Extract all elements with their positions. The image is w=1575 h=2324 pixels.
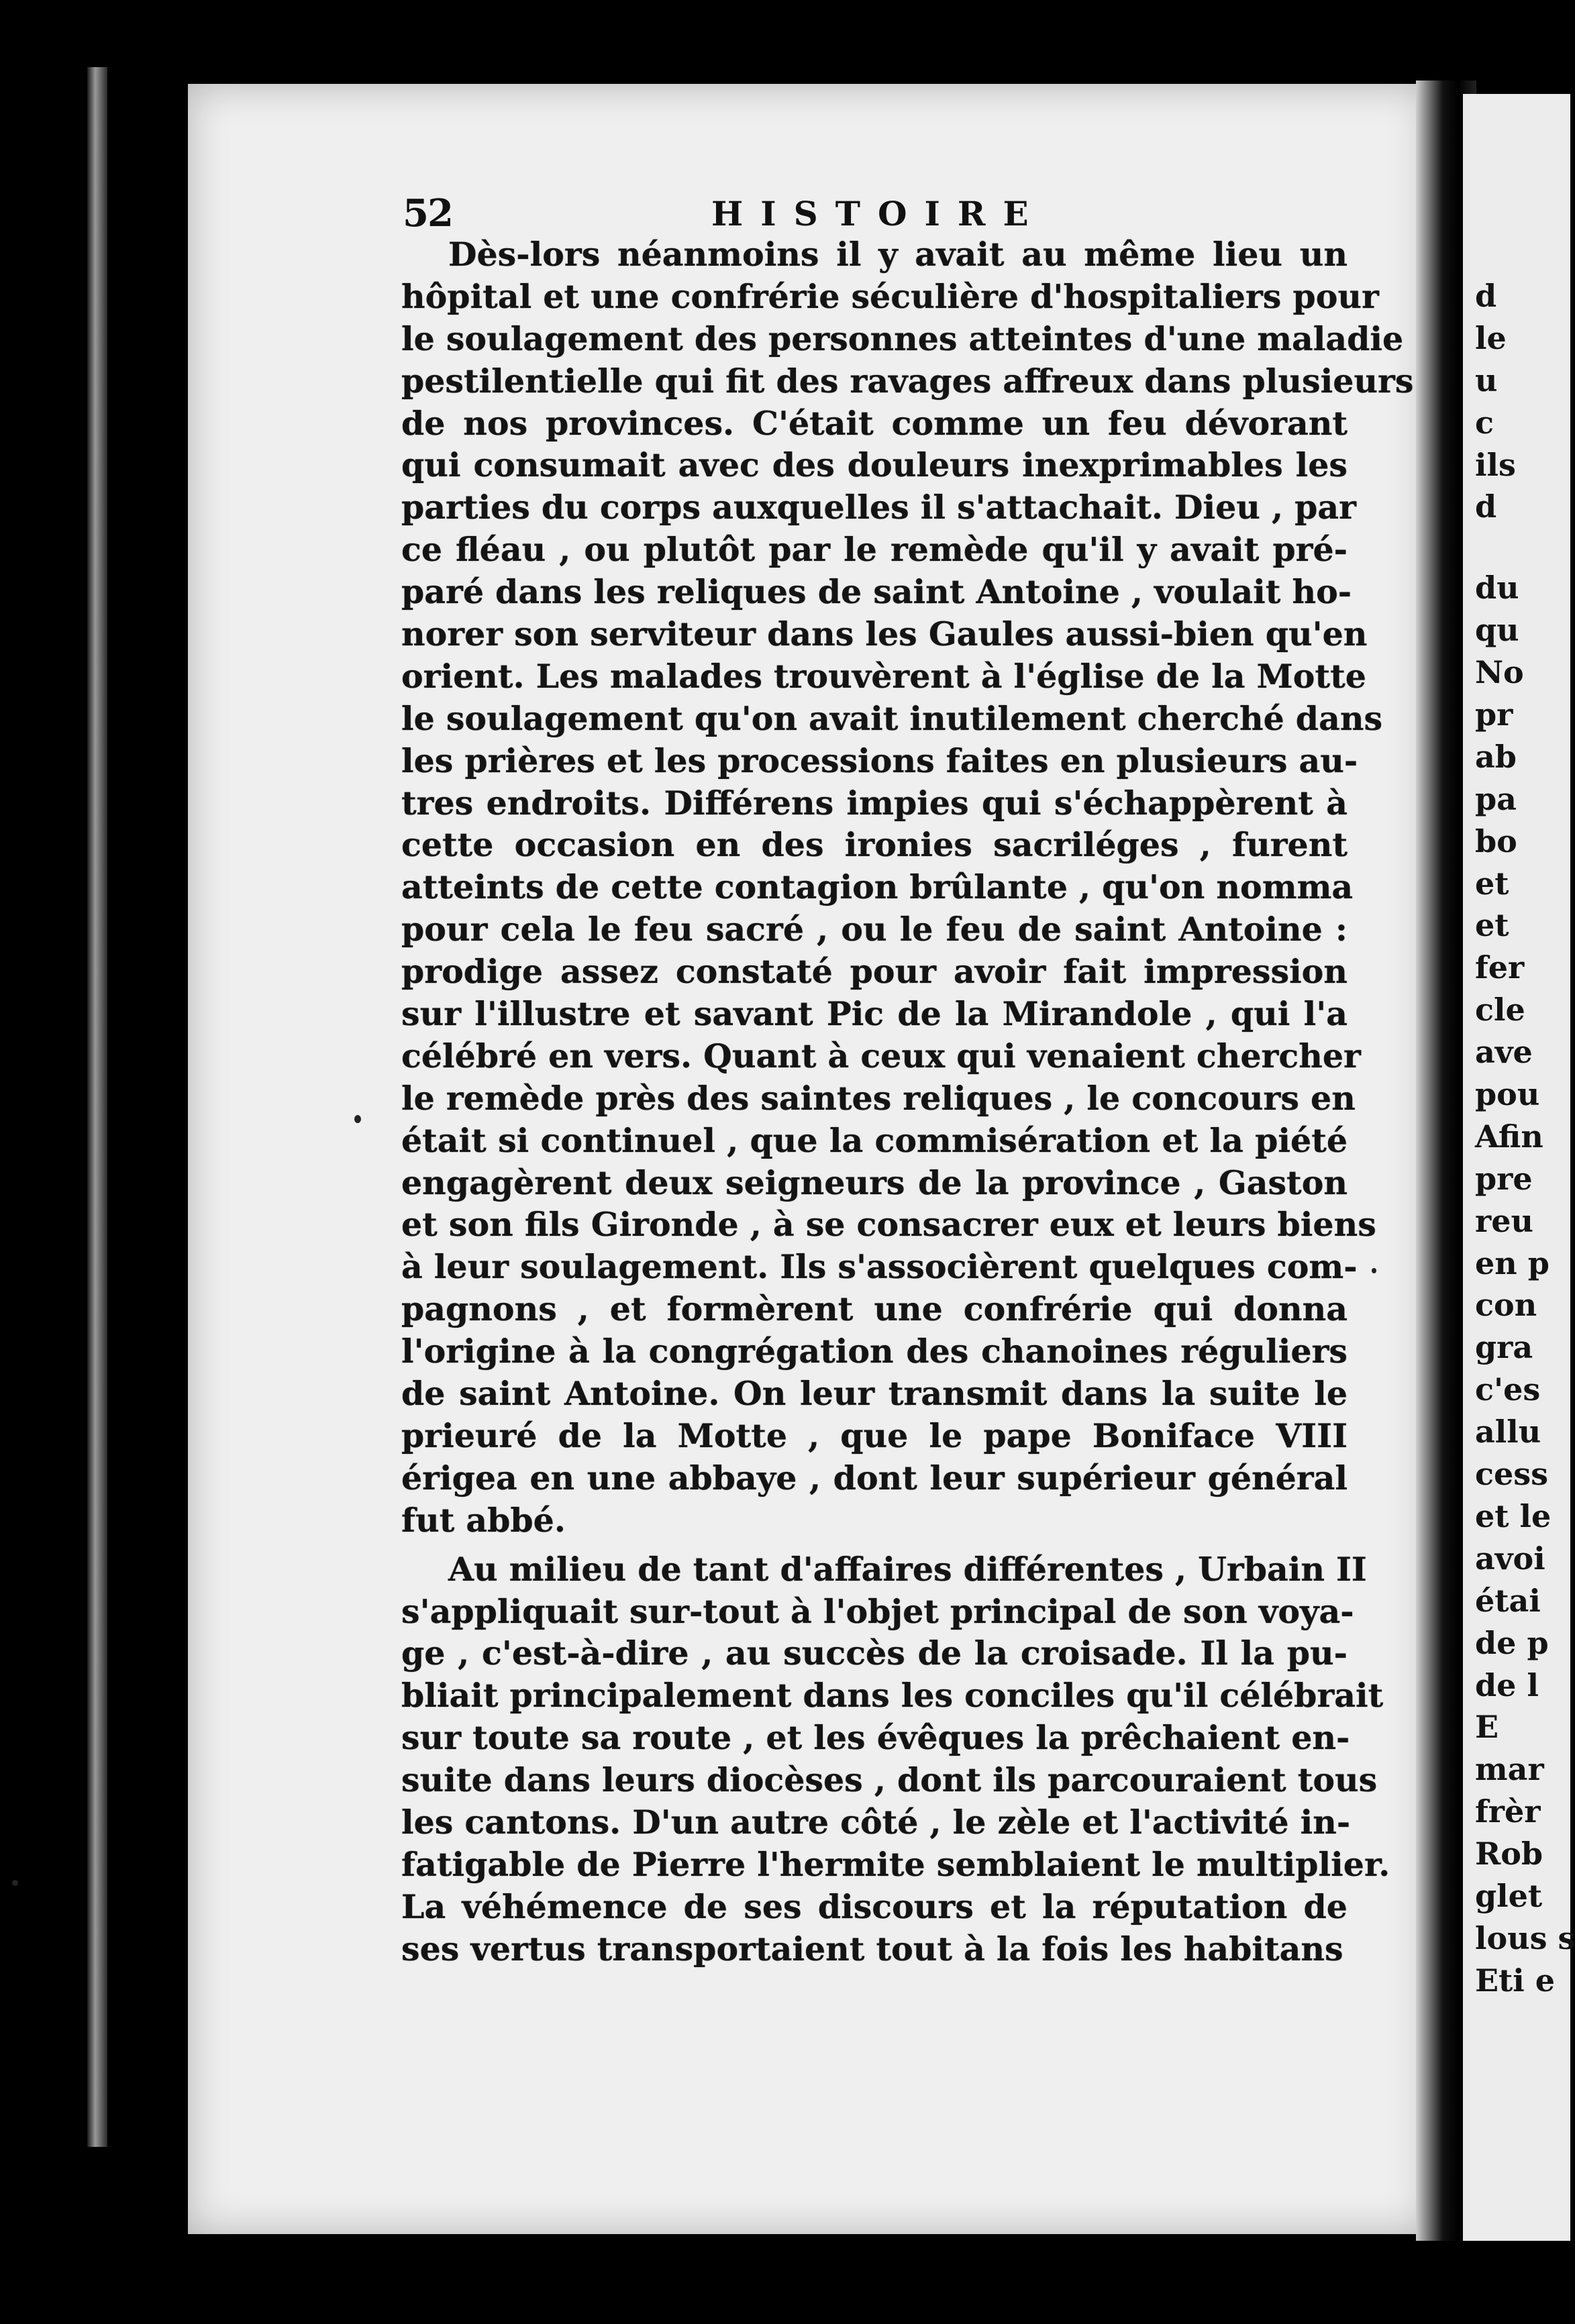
text-line: tres endroits. Différens impies qui s'échappèrent à (401, 783, 1348, 823)
facing-page-fragment: Eti e (1475, 1962, 1556, 1999)
facing-page-fragment: allu (1475, 1414, 1541, 1450)
facing-page-fragment: cle (1475, 992, 1525, 1028)
facing-page-fragment: con (1475, 1287, 1537, 1324)
text-line: norer son serviteur dans les Gaules aussi-bien qu'en (401, 615, 1368, 654)
facing-page-fragment: c (1475, 404, 1494, 441)
text-line: hôpital et une confrérie séculière d'hospitaliers pour (401, 276, 1379, 316)
text-line: prieuré de la Motte , que le pape Boniface VIII (401, 1416, 1348, 1455)
text-line: à leur soulagement. Ils s'associèrent quelques com- (401, 1247, 1358, 1287)
facing-page-fragment: et (1475, 865, 1509, 902)
facing-page-fragment: le (1475, 319, 1507, 356)
facing-page-fragment: avoi (1475, 1540, 1545, 1577)
text-line: de saint Antoine. On leur transmit dans la suite le (401, 1374, 1348, 1414)
body-text (401, 233, 1414, 1970)
facing-page-fragment: fer (1475, 949, 1525, 986)
facing-page-fragment (1475, 528, 1575, 567)
facing-page-fragment: d (1475, 488, 1497, 525)
text-line: pour cela le feu sacré , ou le feu de saint Antoine : (401, 910, 1348, 949)
text-line: La véhémence de ses discours et la réputation de (401, 1887, 1348, 1926)
text-line: était si continuel , que la commisération et la piété (401, 1120, 1348, 1160)
text-line: l'origine à la congrégation des chanoines réguliers (401, 1332, 1348, 1371)
text-line: érigea en une abbaye , dont leur supérieur général (401, 1458, 1348, 1497)
facing-page-fragment: de p (1475, 1624, 1549, 1661)
facing-page (1463, 94, 1575, 2241)
facing-page-fragment: étai (1475, 1582, 1541, 1619)
text-line: ses vertus transportaient tout à la fois les habitans (401, 1929, 1343, 1968)
text-line: le remède près des saintes reliques , le concours en (401, 1078, 1356, 1118)
running-title: HISTOIRE (711, 194, 1046, 233)
text-line: orient. Les malades trouvèrent à l'église de la Motte (401, 656, 1366, 696)
facing-page-fragment: qu (1475, 612, 1519, 649)
facing-page-fragment: pou (1475, 1076, 1540, 1113)
facing-page-fragment: ave (1475, 1034, 1533, 1071)
text-line: fut abbé. (401, 1500, 566, 1540)
ink-speck (1372, 1268, 1376, 1273)
text-line: cette occasion en des ironies sacriléges , furent (401, 825, 1348, 865)
page-number: 52 (403, 191, 452, 235)
facing-page-fragment: bo (1475, 823, 1517, 859)
text-line: sur l'illustre et savant Pic de la Mirandole , qui l'a (401, 994, 1348, 1034)
facing-page-fragment: frèr (1475, 1793, 1541, 1830)
text-line: atteints de cette contagion brûlante , qu'on nomma (401, 867, 1354, 907)
facing-page-text-fragments (1475, 275, 1575, 2002)
facing-page-fragment: ab (1475, 738, 1517, 775)
text-line: le soulagement des personnes atteintes d'une maladie (401, 319, 1404, 358)
facing-page-fragment: d (1475, 278, 1497, 314)
facing-page-fragment: du (1475, 570, 1519, 606)
text-line: ce fléau , ou plutôt par le remède qu'il y avait pré- (401, 530, 1348, 570)
facing-page-fragment: pr (1475, 696, 1513, 733)
facing-page-fragment: mar (1475, 1751, 1544, 1788)
text-line: paré dans les reliques de saint Antoine , voulait ho- (401, 572, 1352, 612)
text-line: bliait principalement dans les conciles qu'il célébrait (401, 1676, 1384, 1715)
text-line: célébré en vers. Quant à ceux qui venaient chercher (401, 1036, 1361, 1075)
text-line: suite dans leurs diocèses , dont ils parcouraient tous (401, 1760, 1378, 1800)
text-line: de nos provinces. C'était comme un feu dévorant (401, 403, 1348, 443)
text-line: prodige assez constaté pour avoir fait impression (401, 952, 1348, 992)
facing-page-fragment: en p (1475, 1245, 1549, 1281)
text-line: s'appliquait sur-tout à l'objet principal de son voya- (401, 1591, 1354, 1631)
facing-page-fragment: pre (1475, 1160, 1533, 1197)
text-line: parties du corps auxquelles il s'attachait. Dieu , par (401, 488, 1356, 527)
text-line: et son fils Gironde , à se consacrer eux et leurs biens (401, 1205, 1376, 1245)
text-line: Dès-lors néanmoins il y avait au même lieu un (448, 235, 1348, 274)
facing-page-fragment: u (1475, 362, 1498, 399)
facing-page-fragment: ils (1475, 446, 1516, 483)
facing-page-fragment: c'es (1475, 1371, 1541, 1408)
text-line: les cantons. D'un autre côté , le zèle et l'activité in- (401, 1802, 1351, 1842)
text-line: pagnons , et formèrent une confrérie qui donna (401, 1289, 1348, 1329)
ink-speck (12, 1880, 18, 1886)
facing-page-fragment: cess (1475, 1456, 1549, 1493)
facing-page-fragment: et (1475, 907, 1509, 944)
book-binding-edge (87, 67, 107, 2147)
facing-page-fragment: E (1475, 1709, 1499, 1746)
facing-page-fragment: lous s (1475, 1919, 1575, 1956)
text-line: le soulagement qu'on avait inutilement cherché dans (401, 698, 1383, 738)
text-line: pestilentielle qui fit des ravages affreux dans plusieurs (401, 361, 1414, 401)
page-header (403, 191, 1396, 235)
facing-page-fragment: de l (1475, 1667, 1539, 1703)
text-line: les prières et les processions faites en plusieurs au- (401, 741, 1358, 780)
facing-page-fragment: reu (1475, 1202, 1533, 1239)
paragraph-gap (401, 1542, 1348, 1548)
facing-page-fragment: Afin (1475, 1118, 1543, 1155)
facing-page-fragment: pa (1475, 780, 1517, 817)
facing-page-fragment: gra (1475, 1329, 1533, 1366)
ink-speck (354, 1115, 361, 1123)
text-line: engagèrent deux seigneurs de la province , Gaston (401, 1163, 1348, 1202)
text-line: ge , c'est-à-dire , au succès de la croisade. Il la pu- (401, 1634, 1348, 1673)
text-line: qui consumait avec des douleurs inexprimables les (401, 445, 1348, 485)
facing-page-fragment: Rob (1475, 1836, 1543, 1872)
facing-page-fragment: et le (1475, 1497, 1552, 1534)
facing-page-fragment: No (1475, 654, 1524, 691)
text-line: fatigable de Pierre l'hermite semblaient le multiplier. (401, 1844, 1390, 1884)
text-line: sur toute sa route , et les évêques la prêchaient en- (401, 1718, 1350, 1758)
facing-page-fragment: glet (1475, 1877, 1543, 1914)
text-line: Au milieu de tant d'affaires différentes , Urbain II (448, 1549, 1367, 1589)
